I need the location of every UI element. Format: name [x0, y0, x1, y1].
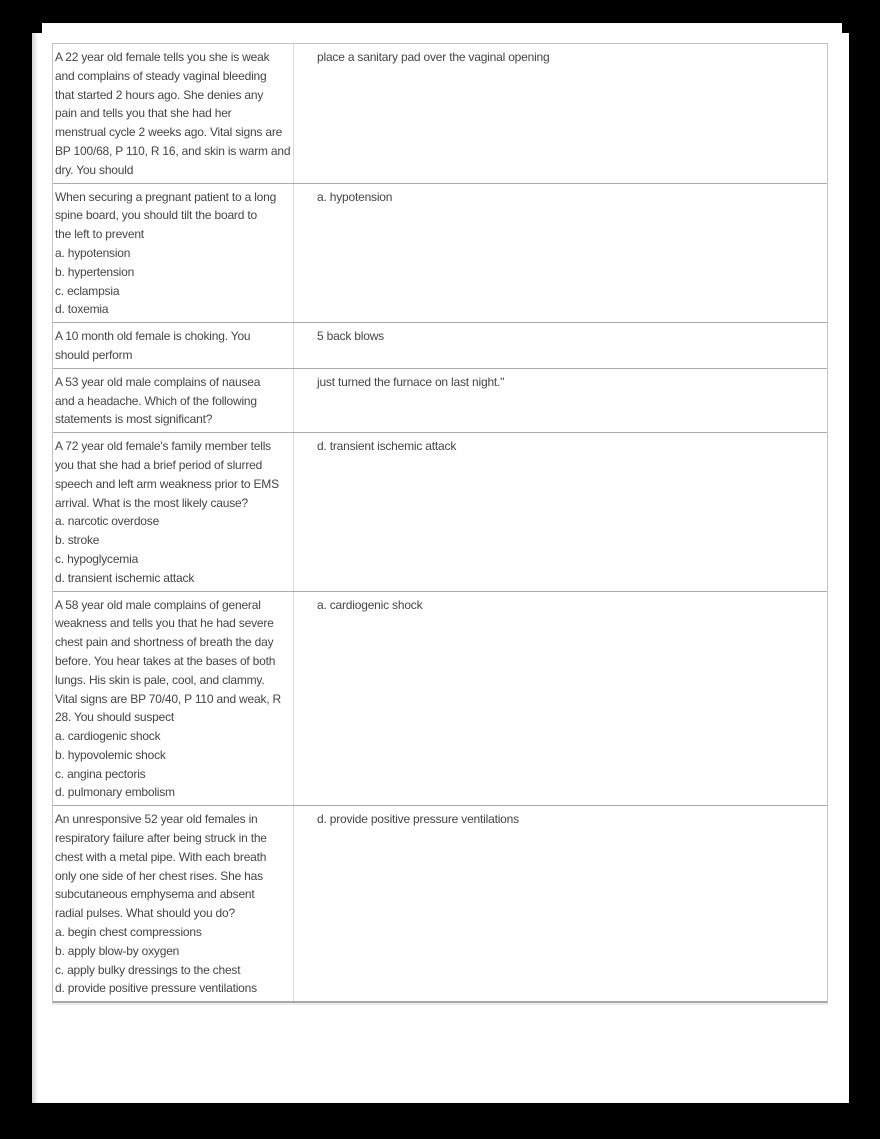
- question-line: before. You hear takes at the bases of both: [55, 653, 276, 668]
- question-line: A 72 year old female's family member tells: [55, 439, 271, 454]
- question-line: should perform: [55, 347, 133, 362]
- question-line: d. toxemia: [55, 302, 109, 317]
- question-cell: [53, 592, 294, 806]
- question-line: lungs. His skin is pale, cool, and clammy.: [55, 672, 265, 687]
- question-line: c. angina pectoris: [55, 766, 146, 781]
- question-line: a. hypotension: [55, 245, 131, 260]
- page-corner-notch-left: [32, 23, 42, 33]
- answer-text: just turned the furnace on last night.": [317, 374, 505, 389]
- question-cell: [53, 44, 294, 183]
- question-line: and a headache. Which of the following: [55, 393, 257, 408]
- qa-table: [52, 43, 828, 1003]
- question-line: b. apply blow-by oxygen: [55, 943, 180, 958]
- table-row: [53, 322, 827, 368]
- question-line: a. cardiogenic shock: [55, 729, 161, 744]
- question-line: respiratory failure after being struck in the: [55, 831, 267, 846]
- question-line: chest pain and shortness of breath the day: [55, 635, 274, 650]
- question-line: chest with a metal pipe. With each breath: [55, 849, 267, 864]
- question-line: Vital signs are BP 70/40, P 110 and weak, R: [55, 691, 281, 706]
- question-line: dry. You should: [55, 162, 134, 177]
- answer-cell: [294, 592, 827, 806]
- question-line: c. hypoglycemia: [55, 551, 139, 566]
- question-line: arrival. What is the most likely cause?: [55, 495, 248, 510]
- question-line: b. stroke: [55, 533, 100, 548]
- question-cell: [53, 369, 294, 432]
- question-line: spine board, you should tilt the board to: [55, 208, 257, 223]
- table-row: [53, 432, 827, 590]
- question-line: a. narcotic overdose: [55, 514, 160, 529]
- question-line: An unresponsive 52 year old females in: [55, 812, 258, 827]
- answer-cell: [294, 44, 827, 183]
- answer-text: d. transient ischemic attack: [317, 439, 457, 454]
- question-line: menstrual cycle 2 weeks ago. Vital signs are: [55, 125, 283, 140]
- question-line: 28. You should suspect: [55, 710, 175, 725]
- answer-cell: [294, 433, 827, 590]
- document-page: [32, 23, 849, 1103]
- table-row: [53, 591, 827, 806]
- answer-text: a. hypotension: [317, 189, 393, 204]
- question-line: BP 100/68, P 110, R 16, and skin is warm and: [55, 143, 291, 158]
- answer-text: place a sanitary pad over the vaginal opening: [317, 50, 550, 64]
- answer-text: d. provide positive pressure ventilations: [317, 812, 519, 827]
- answer-cell: [294, 806, 827, 1001]
- question-line: A 58 year old male complains of general: [55, 597, 261, 612]
- question-line: b. hypertension: [55, 264, 135, 279]
- question-line: radial pulses. What should you do?: [55, 906, 235, 921]
- question-line: c. eclampsia: [55, 283, 120, 298]
- answer-cell: [294, 323, 827, 368]
- question-line: speech and left arm weakness prior to EMS: [55, 476, 279, 491]
- table-row: [53, 44, 827, 183]
- question-line: When securing a pregnant patient to a long: [55, 189, 277, 204]
- question-line: A 10 month old female is choking. You: [55, 329, 251, 344]
- question-line: A 53 year old male complains of nausea: [55, 374, 261, 389]
- question-line: pain and tells you that she had her: [55, 106, 232, 121]
- answer-cell: [294, 369, 827, 432]
- question-line: b. hypovolemic shock: [55, 747, 166, 762]
- question-line: and complains of steady vaginal bleeding: [55, 68, 267, 83]
- question-line: d. transient ischemic attack: [55, 570, 195, 585]
- question-line: that started 2 hours ago. She denies any: [55, 87, 264, 102]
- question-line: d. pulmonary embolism: [55, 785, 175, 800]
- question-line: statements is most significant?: [55, 412, 213, 427]
- question-line: only one side of her chest rises. She has: [55, 868, 263, 883]
- question-line: A 22 year old female tells you she is weak: [55, 50, 270, 64]
- table-row: [53, 183, 827, 323]
- question-cell: [53, 184, 294, 323]
- question-line: you that she had a brief period of slurred: [55, 457, 263, 472]
- question-line: the left to prevent: [55, 227, 144, 242]
- question-line: a. begin chest compressions: [55, 925, 202, 940]
- table-row: [53, 368, 827, 432]
- answer-cell: [294, 184, 827, 323]
- table-row: [53, 805, 827, 1001]
- question-line: weakness and tells you that he had severe: [55, 616, 274, 631]
- question-cell: [53, 433, 294, 590]
- answer-text: a. cardiogenic shock: [317, 597, 423, 612]
- question-cell: [53, 806, 294, 1001]
- page-corner-notch-right: [842, 23, 849, 33]
- answer-text: 5 back blows: [317, 329, 384, 344]
- question-line: c. apply bulky dressings to the chest: [55, 962, 241, 977]
- question-line: d. provide positive pressure ventilations: [55, 981, 257, 996]
- question-cell: [53, 323, 294, 368]
- question-line: subcutaneous emphysema and absent: [55, 887, 255, 902]
